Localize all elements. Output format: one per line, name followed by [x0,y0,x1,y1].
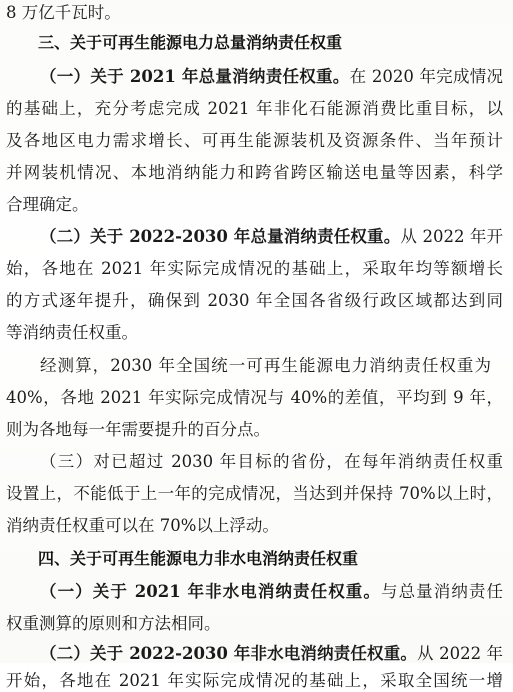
text-span: 从 2022 年开 [400,227,504,246]
paragraph-lead: （一）关于 2021 年非水电消纳责任权重。 [40,582,381,601]
paragraph-line [0,226,513,248]
paragraph-lead: （二）关于 2022-2030 年总量消纳责任权重。 [40,227,401,246]
paragraph-line: 的方式逐年提升，确保到 2030 年全国各省级行政区域都达到同 [6,291,503,310]
paragraph-line [0,66,513,88]
paragraph-line: （三）对已超过 2030 年目标的省份，在每年消纳责任权重 [40,452,503,471]
text-span: 从 2022 年 [417,644,504,663]
text-line: 8 万亿千瓦时。 [6,3,121,22]
section-heading-4: 四、关于可再生能源电力非水电消纳责任权重 [38,549,359,568]
paragraph-line: 始，各地在 2021 年实际完成情况的基础上，采取年均等额增长 [6,259,503,278]
paragraph-line: 权重测算的原则和方法相同。 [6,614,221,633]
text-span: 在 2020 年完成情况 [349,67,503,86]
paragraph-line: 开始，各地在 2021 年实际完成情况的基础上，采取全国统一增 [6,671,503,690]
paragraph-lead: （二）关于 2022-2030 年非水电消纳责任权重。 [40,644,418,663]
section-heading-3: 三、关于可再生能源电力总量消纳责任权重 [38,33,343,52]
paragraph-line: 合理确定。 [6,195,89,214]
paragraph-line [0,643,513,665]
paragraph-line: 40%，各地 2021 年实际完成情况与 40%的差值，平均到 9 年， [6,388,503,407]
paragraph-line: 等消纳责任权重。 [6,323,138,342]
paragraph-lead: （一）关于 2021 年总量消纳责任权重。 [40,67,350,86]
paragraph-line: 消纳责任权重可以在 70%以上浮动。 [6,516,279,535]
paragraph-line [0,581,513,603]
text-span: 与总量消纳责任 [380,582,504,601]
paragraph-line: 经测算，2030 年全国统一可再生能源电力消纳责任权重为 [40,356,491,375]
paragraph-line: 设置上，不能低于上一年的完成情况，当达到并保持 70%以上时， [6,484,503,503]
paragraph-line: 及各地区电力需求增长、可再生能源装机及资源条件、当年预计 [6,131,503,150]
paragraph-line: 则为各地每一年需要提升的百分点。 [6,420,270,439]
paragraph-line: 并网装机情况、本地消纳能力和跨省跨区输送电量等因素，科学 [6,163,503,182]
paragraph-line: 的基础上，充分考虑完成 2021 年非化石能源消费比重目标，以 [6,99,503,118]
